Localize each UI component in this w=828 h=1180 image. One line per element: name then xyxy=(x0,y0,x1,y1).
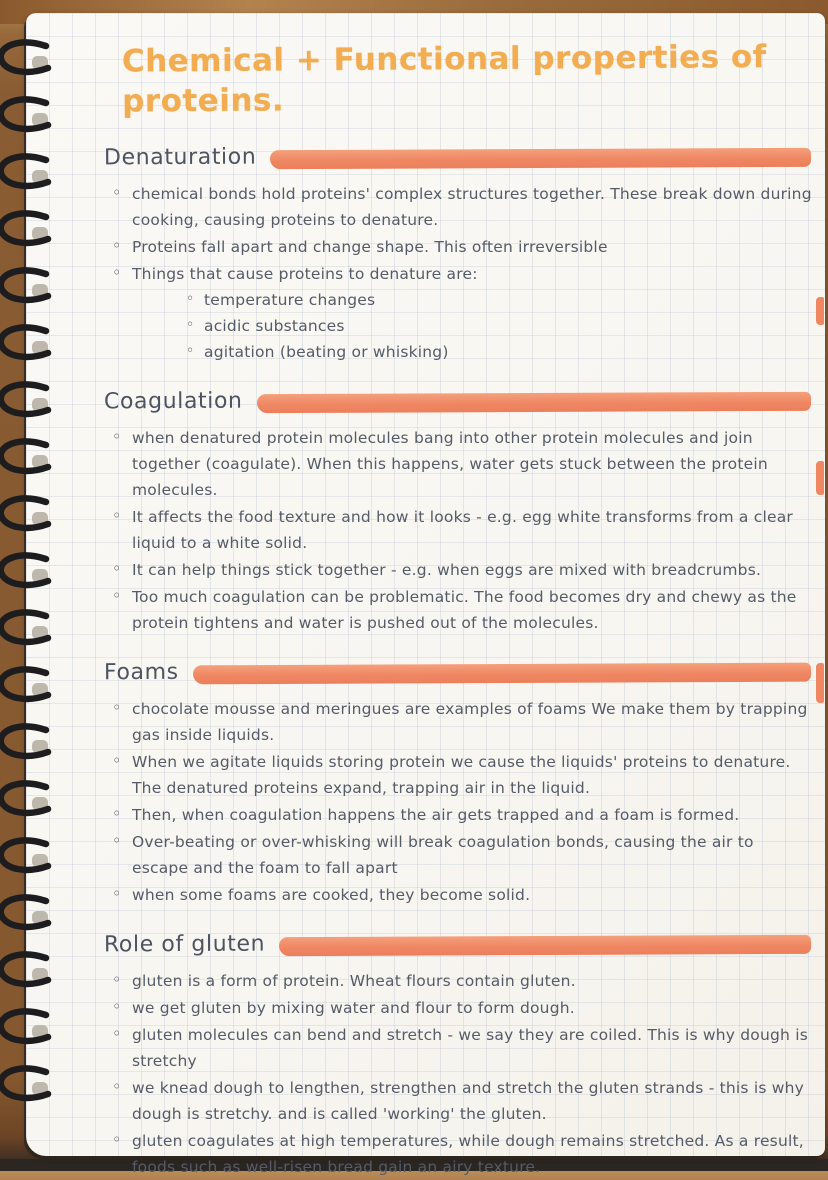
bullet-list xyxy=(104,425,813,636)
highlighter-edge-mark xyxy=(816,297,824,325)
highlighter-edge-mark xyxy=(816,663,824,703)
bullet-item: ◦ Then, when coagulation happens the air gets trapped and a foam is formed. xyxy=(110,802,813,828)
page-title: Chemical + Functional properties of proteins. xyxy=(121,39,767,120)
bullet-list xyxy=(104,696,813,908)
bullet-item: ◦ Too much coagulation can be problematic. The food becomes dry and chewy as the protein tightens and water is pushed out of the molecules. xyxy=(110,584,813,636)
bullet-item: ◦ we knead dough to lengthen, strengthen and stretch the gluten strands - this is why dough is stretchy. and is called 'working' the gluten. xyxy=(110,1075,813,1127)
highlighter-edge-mark xyxy=(816,461,824,495)
bullet-list xyxy=(104,968,813,1180)
section-heading: Role of gluten xyxy=(103,931,266,958)
bullet-item: ◦ Proteins fall apart and change shape. This often irreversible xyxy=(110,234,813,260)
section xyxy=(104,389,813,636)
bullet-item: ◦ when some foams are cooked, they become solid. xyxy=(110,882,813,908)
section xyxy=(104,932,813,1180)
bullet-item: ◦ It can help things stick together - e.g. when eggs are mixed with breadcrumbs. xyxy=(110,557,813,583)
bullet-item: ◦ Things that cause proteins to denature are: xyxy=(110,261,813,287)
bullet-item: ◦ chocolate mousse and meringues are examples of foams We make them by trapping gas inside liquids. xyxy=(110,696,813,748)
bullet-item: ◦ chemical bonds hold proteins' complex structures together. These break down during cooking, causing proteins to denature. xyxy=(110,181,813,233)
section-highlight-bar xyxy=(257,391,812,412)
bullet-item: ◦ we get gluten by mixing water and flour to form dough. xyxy=(110,995,813,1021)
section-header xyxy=(104,932,813,958)
spiral-binding-icon xyxy=(0,26,72,1146)
section-header xyxy=(104,145,813,171)
sub-bullet-item: ◦ agitation (beating or whisking) xyxy=(184,339,813,365)
page-content xyxy=(103,39,813,1176)
section-highlight-bar xyxy=(279,934,811,955)
notebook-page xyxy=(26,13,825,1176)
bullet-item: ◦ When we agitate liquids storing protein we cause the liquids' proteins to denature. The denatured proteins expand, trapping air in the liquid. xyxy=(110,749,813,801)
bullet-item: ◦ Over-beating or over-whisking will break coagulation bonds, causing the air to escape and the foam to fall apart xyxy=(110,829,813,881)
section xyxy=(104,145,813,365)
bullet-item: ◦ gluten coagulates at high temperatures, while dough remains stretched. As a result, foods such as well-risen bread gain an airy texture. xyxy=(110,1128,813,1180)
bullet-item: ◦ gluten is a form of protein. Wheat flours contain gluten. xyxy=(110,968,813,994)
sub-bullet-item: ◦ acidic substances xyxy=(184,313,813,339)
section-highlight-bar xyxy=(193,662,811,684)
section-header xyxy=(104,389,813,415)
section xyxy=(104,660,813,908)
section-heading: Foams xyxy=(103,659,179,686)
sections xyxy=(104,145,813,1180)
sub-bullet-list xyxy=(110,287,813,365)
section-heading: Coagulation xyxy=(103,388,243,415)
section-header xyxy=(104,660,813,686)
section-heading: Denaturation xyxy=(103,144,257,171)
bullet-item: ◦ It affects the food texture and how it looks - e.g. egg white transforms from a clear liquid to a white solid. xyxy=(110,504,813,556)
bullet-item: ◦ gluten molecules can bend and stretch - we say they are coiled. This is why dough is stretchy xyxy=(110,1022,813,1074)
bullet-item: ◦ when denatured protein molecules bang into other protein molecules and join together (coagulate). When this happens, water gets stuck between the protein molecules. xyxy=(110,425,813,503)
sub-bullet-item: ◦ temperature changes xyxy=(184,287,813,313)
section-highlight-bar xyxy=(270,147,811,168)
bullet-list xyxy=(104,181,813,365)
